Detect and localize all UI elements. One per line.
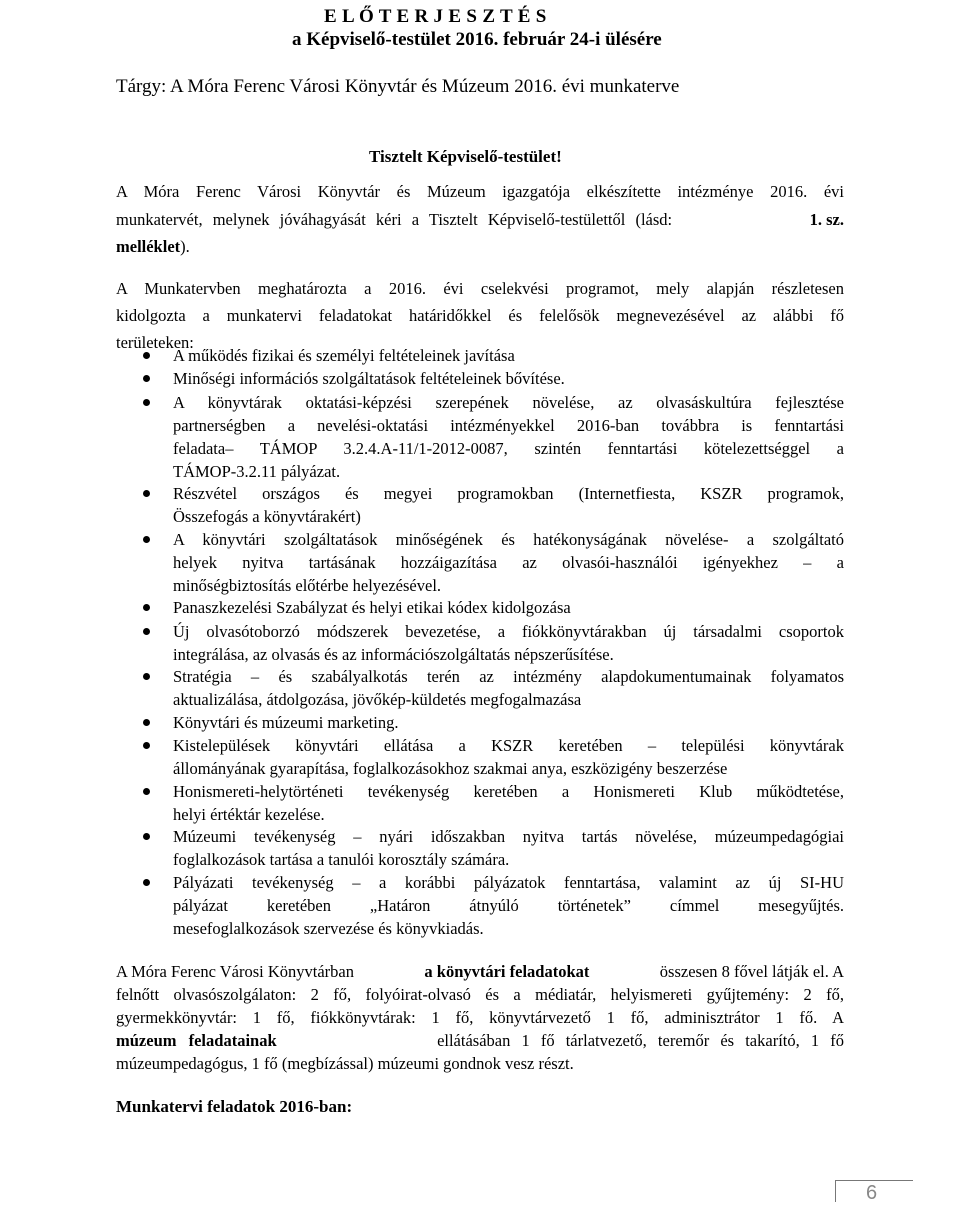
list-item-11-line-2: helyi értéktár kezelése.	[173, 805, 325, 824]
para2-line-3: területeken:	[116, 333, 194, 352]
list-item-3-line-2: partnerségben a nevelési-oktatási intézményekkel 2016-ban továbbra is fenntartási	[173, 416, 844, 435]
bullet-9	[143, 719, 150, 726]
list-item-3-line-3: feladata– TÁMOP 3.2.4.A-11/1-2012-0087, szintén fenntartási kötelezettséggel a	[173, 439, 844, 458]
bullet-2	[143, 375, 150, 382]
list-item-12-line-2: foglalkozások tartása a tanulói korosztály számára.	[173, 850, 510, 869]
staff-line-1	[116, 961, 844, 983]
para2-line-1: A Munkatervben meghatározta a 2016. évi cselekvési programot, mely alapján részletesen	[116, 279, 844, 298]
list-item-3-line-4: TÁMOP-3.2.11 pályázat.	[173, 462, 341, 481]
intro-line-1: A Móra Ferenc Városi Könyvtár és Múzeum igazgatója elkészítette intézménye 2016. évi	[116, 182, 844, 201]
bullet-4	[143, 490, 150, 497]
list-item-9: Könyvtári és múzeumi marketing.	[173, 713, 399, 732]
attachment-ref-cont: melléklet	[116, 237, 181, 256]
page-box-top-border	[835, 1180, 913, 1181]
page-number: 6	[866, 1182, 878, 1204]
list-item-5-line-1: A könyvtári szolgáltatások minőségének és hatékonyságának növelése- a szolgáltató	[173, 530, 844, 549]
bullet-13	[143, 879, 150, 886]
bullet-3	[143, 399, 150, 406]
list-item-5-line-2: helyek nyitva tartásának hozzáigazítása az olvasói-használói igényekhez – a	[173, 553, 844, 572]
tasks-heading: Munkatervi feladatok 2016-ban:	[116, 1097, 353, 1116]
list-item-1: A működés fizikai és személyi feltételeinek javítása	[173, 346, 515, 365]
intro-line-3-tail: ).	[180, 237, 190, 256]
list-item-7-line-1: Új olvasótoborzó módszerek bevezetése, a fiókkönyvtárakban új társadalmi csoportok	[173, 622, 844, 641]
bullet-10	[143, 742, 150, 749]
list-item-8-line-1: Stratégia – és szabályalkotás terén az intézmény alapdokumentumainak folyamatos	[173, 667, 844, 686]
bullet-8	[143, 673, 150, 680]
bullet-7	[143, 628, 150, 635]
list-item-2: Minőségi információs szolgáltatások feltételeinek bővítése.	[173, 369, 565, 388]
page-box-left-border	[835, 1180, 836, 1202]
attachment-ref: 1. sz.	[809, 210, 844, 229]
list-item-3-line-1: A könyvtárak oktatási-képzési szerepének növelése, az olvasáskultúra fejlesztése	[173, 393, 844, 412]
salutation: Tisztelt Képviselő-testület!	[369, 147, 562, 166]
staff-line-1-c: összesen 8 fővel látják el. A	[659, 962, 844, 981]
staff-line-5: múzeumpedagógus, 1 fő (megbízással) múzeumi gondnok vesz részt.	[116, 1054, 574, 1073]
list-item-10-line-2: állományának gyarapítása, foglalkozásokhoz szakmai anya, eszközigény beszerzése	[173, 759, 728, 778]
list-item-4-line-2: Összefogás a könyvtárakért)	[173, 507, 361, 526]
staff-line-4-c: ellátásában 1 fő tárlatvezető, teremőr és takarító, 1 fő	[437, 1031, 844, 1050]
bullet-11	[143, 788, 150, 795]
staff-line-2: felnőtt olvasószolgálaton: 2 fő, folyóirat-olvasó és a médiatár, helyismereti gyűjtemény: 2 fő,	[116, 985, 844, 1004]
list-item-5-line-3: minőségbiztosítás előtérbe helyezésével.	[173, 576, 442, 595]
list-item-7-line-2: integrálása, az olvasás és az információszolgáltatás népszerűsítése.	[173, 645, 614, 664]
staff-line-4-bold: múzeum feladatainak	[116, 1031, 277, 1050]
document-title: E L Ő T E R J E S Z T É S	[324, 6, 547, 27]
list-item-4-line-1: Részvétel országos és megyei programokban (Internetfiesta, KSZR programok,	[173, 484, 844, 503]
list-item-12-line-1: Múzeumi tevékenység – nyári időszakban nyitva tartás növelése, múzeumpedagógiai	[173, 827, 844, 846]
list-item-8-line-2: aktualizálása, átdolgozása, jövőkép-küldetés megfogalmazása	[173, 690, 582, 709]
staff-line-1-bold: a könyvtári feladatokat	[424, 962, 590, 981]
intro-line-2-text: munkatervét, melynek jóváhagyását kéri a Tisztelt Képviselő-testülettől (lásd:	[116, 210, 673, 229]
document-subtitle: a Képviselő-testület 2016. február 24-i ülésére	[292, 29, 662, 50]
bullet-5	[143, 536, 150, 543]
bullet-12	[143, 833, 150, 840]
list-item-13-line-2: pályázat keretében „Határon átnyúló történetek” címmel mesegyűjtés.	[173, 896, 844, 915]
intro-line-2	[116, 209, 844, 231]
intro-line-3	[116, 236, 190, 258]
bullet-6	[143, 604, 150, 611]
list-item-6: Panaszkezelési Szabályzat és helyi etikai kódex kidolgozása	[173, 598, 571, 617]
list-item-10-line-1: Kistelepülések könyvtári ellátása a KSZR keretében – települési könyvtárak	[173, 736, 844, 755]
staff-line-1-a: A Móra Ferenc Városi Könyvtárban	[116, 962, 354, 981]
staff-line-4	[116, 1030, 844, 1052]
list-item-13-line-3: mesefoglalkozások szervezése és könyvkiadás.	[173, 919, 484, 938]
list-item-11-line-1: Honismereti-helytörténeti tevékenység keretében a Honismereti Klub működtetése,	[173, 782, 844, 801]
subject-line: Tárgy: A Móra Ferenc Városi Könyvtár és Múzeum 2016. évi munkaterve	[116, 76, 680, 97]
list-item-13-line-1: Pályázati tevékenység – a korábbi pályázatok fenntartása, valamint az új SI-HU	[173, 873, 844, 892]
staff-line-3: gyermekkönyvtár: 1 fő, fiókkönyvtárak: 1 fő, könyvtárvezető 1 fő, adminisztrátor 1 fő. A	[116, 1008, 844, 1027]
bullet-1	[143, 352, 150, 359]
para2-line-2: kidolgozta a munkatervi feladatokat határidőkkel és felelősök megnevezésével az alábbi fő	[116, 306, 844, 325]
